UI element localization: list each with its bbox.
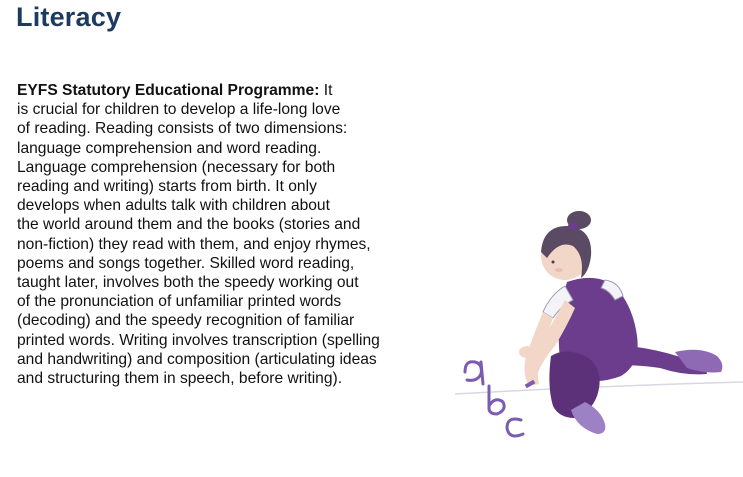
text-line: reading and writing) starts from birth. It only: [17, 178, 317, 196]
chalk-letters-icon: [465, 362, 523, 436]
girl-writing-chalk-illustration: [455, 196, 743, 446]
text-line: language comprehension and word reading.: [17, 139, 322, 157]
text-line: develops when adults talk with children about: [17, 197, 330, 215]
text-line: and handwriting) and composition (articulating ideas: [17, 350, 377, 368]
text-line: the world around them and the books (stories and: [17, 216, 361, 234]
literacy-description: [17, 81, 380, 388]
text-line: Language comprehension (necessary for both: [17, 158, 336, 176]
text-line: of the pronunciation of unfamiliar printed words: [17, 293, 342, 311]
text-line: printed words. Writing involves transcription (spelling: [17, 331, 380, 349]
text-line: (decoding) and the speedy recognition of familiar: [17, 312, 355, 330]
intro-bold: EYFS Statutory Educational Programme:: [17, 82, 320, 99]
text-line: and structuring them in speech, before writing).: [17, 370, 343, 388]
text-line-1: EYFS Statutory Educational Programme: It: [17, 82, 333, 99]
page-title: Literacy: [16, 2, 122, 32]
text-line: poems and songs together. Skilled word reading,: [17, 254, 355, 272]
text-line: of reading. Reading consists of two dimensions:: [17, 120, 348, 138]
text-line: is crucial for children to develop a life-long love: [17, 101, 341, 119]
text-line: non-fiction) they read with them, and enjoy rhymes,: [17, 235, 371, 253]
text-line: taught later, involves both the speedy working out: [17, 274, 359, 292]
